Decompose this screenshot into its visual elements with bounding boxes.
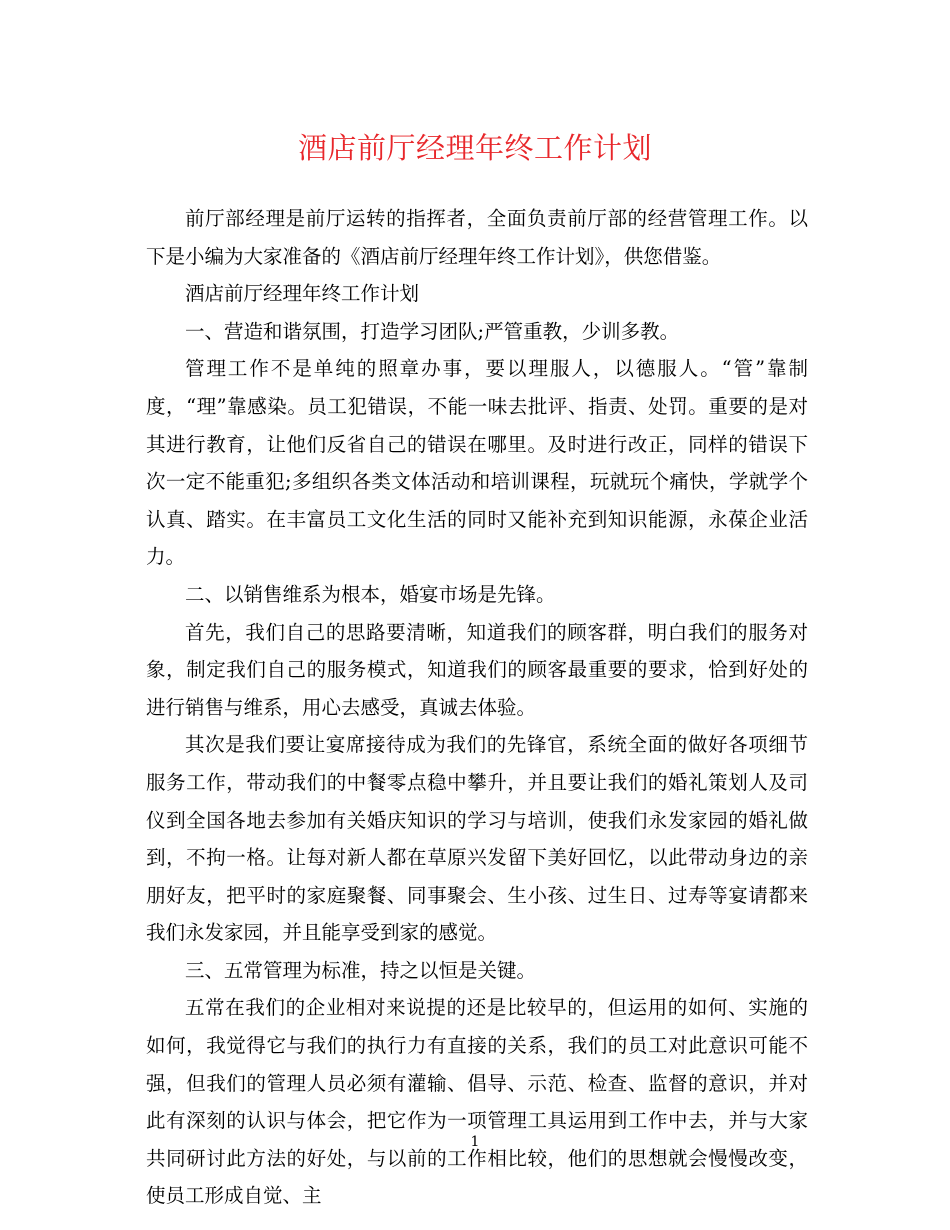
section-heading-1: 一、营造和谐氛围，打造学习团队;严管重教，少训多教。 bbox=[185, 319, 680, 343]
section-paragraph: 首先，我们自己的思路要清晰，知道我们的顾客群，明白我们的服务对象，制定我们自己的服务模式，知道我们的顾客最重要的要求，恰到好处的进行销售与维系，用心去感受，真诚去体验。 bbox=[146, 620, 808, 719]
document-title: 酒店前厅经理年终工作计划 bbox=[297, 131, 652, 165]
page-number: 1 bbox=[470, 1134, 480, 1150]
section-paragraph: 五常在我们的企业相对来说提的还是比较早的，但运用的如何、实施的如何，我觉得它与我们的执行力有直接的关系，我们的员工对此意识可能不强，但我们的管理人员必须有灌输、倡导、示范、检查、监督的意识，并对此有深刻的认识与体会，把它作为一项管理工具运用到工作中去，并与大家共同研讨此方法的好处，与以前的工作相比较，他们的思想就会慢慢改变，使员工形成自觉、主 bbox=[146, 996, 808, 1208]
section-heading-3: 三、五常管理为标准，持之以恒是关键。 bbox=[185, 958, 537, 982]
section-paragraph: 管理工作不是单纯的照章办事，要以理服人，以德服人。“管”靠制度，“理”靠感染。员工犯错误，不能一味去批评、指责、处罚。重要的是对其进行教育，让他们反省自己的错误在哪里。及时进行改正，同样的错误下次一定不能重犯;多组织各类文体活动和培训课程，玩就玩个痛快，学就学个认真、踏实。在丰富员工文化生活的同时又能补充到知识能源，永葆企业活力。 bbox=[146, 357, 808, 569]
intro-paragraph: 前厅部经理是前厅运转的指挥者，全面负责前厅部的经营管理工作。以下是小编为大家准备的《酒店前厅经理年终工作计划》，供您借鉴。 bbox=[146, 207, 808, 268]
subtitle-paragraph: 酒店前厅经理年终工作计划 bbox=[185, 282, 420, 306]
section-paragraph: 其次是我们要让宴席接待成为我们的先锋官，系统全面的做好各项细节服务工作，带动我们的中餐零点稳中攀升，并且要让我们的婚礼策划人及司仪到全国各地去参加有关婚庆知识的学习与培训，使我们永发家园的婚礼做到，不拘一格。让每对新人都在草原兴发留下美好回忆，以此带动身边的亲朋好友，把平时的家庭聚餐、同事聚会、生小孩、过生日、过寿等宴请都来我们永发家园，并且能享受到家的感觉。 bbox=[146, 733, 808, 945]
document-body bbox=[146, 200, 808, 1215]
section-heading-2: 二、以销售维系为根本，婚宴市场是先锋。 bbox=[185, 582, 556, 606]
